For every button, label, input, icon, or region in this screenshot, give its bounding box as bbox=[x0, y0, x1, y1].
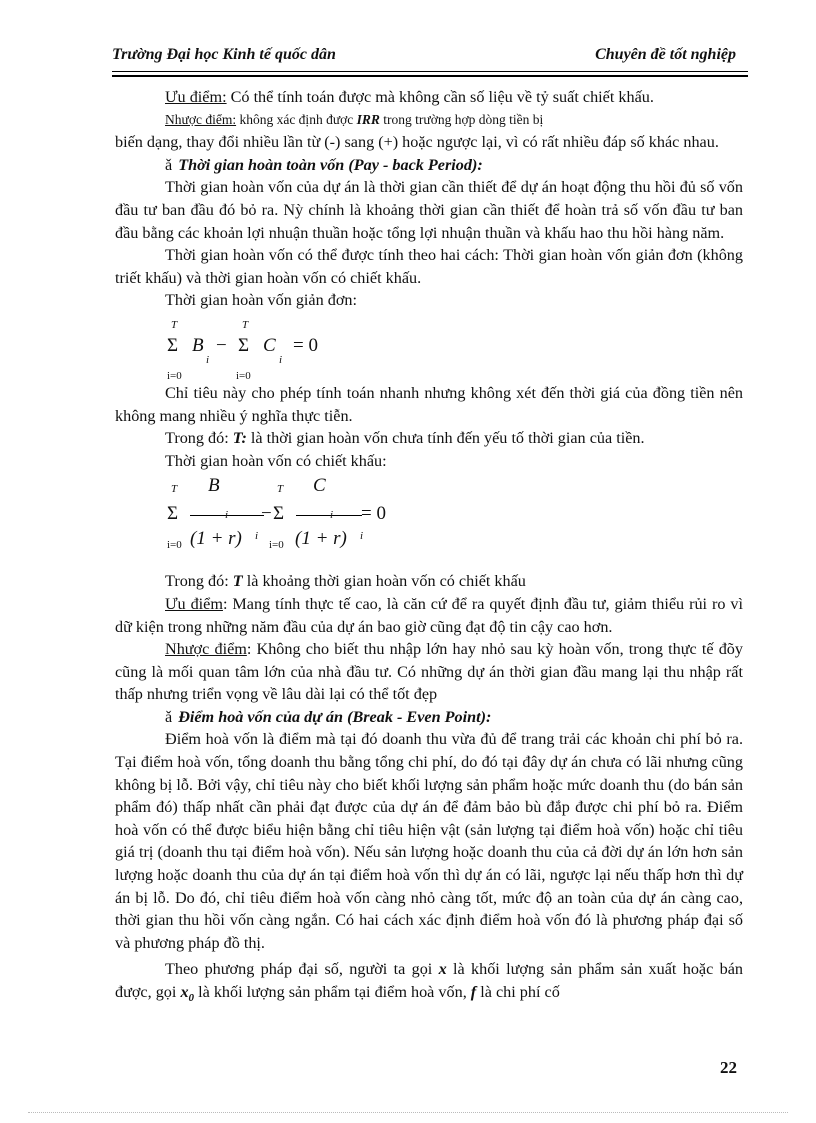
advantage-paragraph-1: Ưu điểm: Có thể tính toán được mà không cần số liệu về tỷ suất chiết khấu. bbox=[165, 88, 654, 106]
bullet-glyph: ǎ bbox=[165, 707, 173, 726]
payback-methods: Thời gian hoàn vốn có thể được tính theo hai cách: Thời gian hoàn vốn giản đơn (không triết khấu) và thời gian hoàn vốn có chiết khấu. bbox=[115, 246, 743, 287]
payback-variable-note: Trong đó: T: là thời gian hoàn vốn chưa tính đến yếu tố thời gian của tiền. bbox=[165, 429, 645, 448]
formula-discounted-payback: T B T C Σ i − Σ i = 0 i=0 (1 + r) i i=0 (1 + r) i bbox=[167, 475, 386, 552]
payback-definition: Thời gian hoàn vốn của dự án là thời gian cần thiết để dự án hoạt động thu hồi đủ số vốn đầu tư ban đầu đó bỏ ra. Nỳ chính là khoảng thời gian cần thiết để hoàn trả số vốn đầu tư ban đầu bằng các khoản lợi nhuận thuần hoặc tổng lợi nhuận thuần và khấu hao thu hồi hàng năm. bbox=[115, 178, 743, 242]
bullet-glyph: ǎ bbox=[165, 155, 173, 174]
breakeven-definition: Điểm hoà vốn là điểm mà tại đó doanh thu vừa đủ để trang trải các khoản chi phí bỏ ra. Tại điểm hoà vốn, tổng doanh thu bằng tổng chi phí, do đó tại đây dự án chưa có lãi nhưng cũng không bị lỗ. Bởi vậy, chỉ tiêu này cho biết khối lượng sản phẩm hoặc mức doanh thu (do bán sản phẩm đó) thấp nhất cần phải đạt được của dự án để đảm bảo bù đắp được chi phí bỏ ra. Điểm hoà vốn có thể được biểu hiện bằng chỉ tiêu hiện vật (sản lượng tại điểm hoà vốn) hoặc chỉ tiêu giá trị (doanh thu tại điểm hoà vốn). Nếu sản lượng hoặc doanh thu của cả đời dự án lớn hơn sản lượng hoặc doanh thu của dự án tại điểm hoà vốn thì dự án có lãi, ngược lại nếu thấp hơn thì dự án bị lỗ. Do đó, chỉ tiêu điểm hoà vốn càng nhỏ càng tốt, mức độ an toàn của dự án càng cao, thời gian thu hồi vốn càng ngắn. Có hai cách xác định điểm hoà vốn đó là phương pháp đại số và phương pháp đồ thị. bbox=[115, 730, 743, 952]
advantage-paragraph-2: Ưu điểm: Mang tính thực tế cao, là căn cứ để ra quyết định đầu tư, giảm thiểu rủi ro vì dữ kiện trong những năm đầu của dự án bao giờ cũng đạt độ tin cậy cao hơn. bbox=[115, 594, 743, 636]
page-bottom-dotted-rule bbox=[28, 1112, 788, 1113]
page-number: 22 bbox=[720, 1058, 737, 1077]
fraction-bar-2 bbox=[296, 515, 362, 516]
page-header bbox=[112, 44, 748, 74]
irr-term: IRR bbox=[356, 111, 380, 127]
disadvantage-paragraph-2: Nhược điểm: Không cho biết thu nhập lớn hay nhỏ sau kỳ hoàn vốn, trong thực tế đõy cũng là mối quan tâm lớn của nhà đầu tư. Có những dự án thời gian đầu mang lại thu nhập rất thấp nhưng triển vọng về lâu dài lại có thể tốt đẹp bbox=[115, 640, 743, 704]
simple-payback-label: Thời gian hoàn vốn giản đơn: bbox=[165, 291, 358, 310]
disadvantage-paragraph-1: Nhược điểm: không xác định được IRR trong trường hợp dòng tiền bị bbox=[165, 111, 544, 127]
algebraic-method-paragraph: Theo phương pháp đại số, người ta gọi x là khối lượng sản phẩm sản xuất hoặc bán được, gọi $x_0$ là khối lượng sản phẩm tại điểm hoà vốn, f là chi phí cố bbox=[115, 960, 743, 1005]
header-document-type: Chuyên đề tốt nghiệp bbox=[595, 46, 736, 63]
page-content bbox=[115, 86, 743, 1010]
section-heading-breakeven: ǎ Điểm hoà vốn của dự án (Break - Even Point): bbox=[165, 707, 492, 726]
header-rule-thin bbox=[112, 71, 748, 72]
discounted-payback-label: Thời gian hoàn vốn có chiết khấu: bbox=[165, 451, 387, 470]
simple-payback-note: Chỉ tiêu này cho phép tính toán nhanh nhưng không xét đến thời giá của đồng tiền nên không mang nhiều ý nghĩa thực tiễn. bbox=[115, 383, 743, 425]
section-heading-payback: ǎ Thời gian hoàn toàn vốn (Pay - back Period): bbox=[165, 155, 483, 174]
header-rule-thick bbox=[112, 75, 748, 77]
disadvantage-paragraph-1-cont: biến dạng, thay đổi nhiều lần từ (-) sang (+) hoặc ngược lại, vì có rất nhiều đáp số khác nhau. bbox=[115, 133, 719, 152]
advantage-label: Ưu điểm: bbox=[165, 88, 227, 106]
header-school-name: Trường Đại học Kinh tế quốc dân bbox=[112, 46, 336, 63]
disadvantage-label: Nhược điểm: bbox=[165, 111, 237, 127]
discounted-variable-note: Trong đó: T là khoảng thời gian hoàn vốn có chiết khấu bbox=[165, 572, 526, 591]
formula-simple-payback: T T Σ B i − Σ C i = 0 i=0 i=0 bbox=[167, 318, 318, 382]
